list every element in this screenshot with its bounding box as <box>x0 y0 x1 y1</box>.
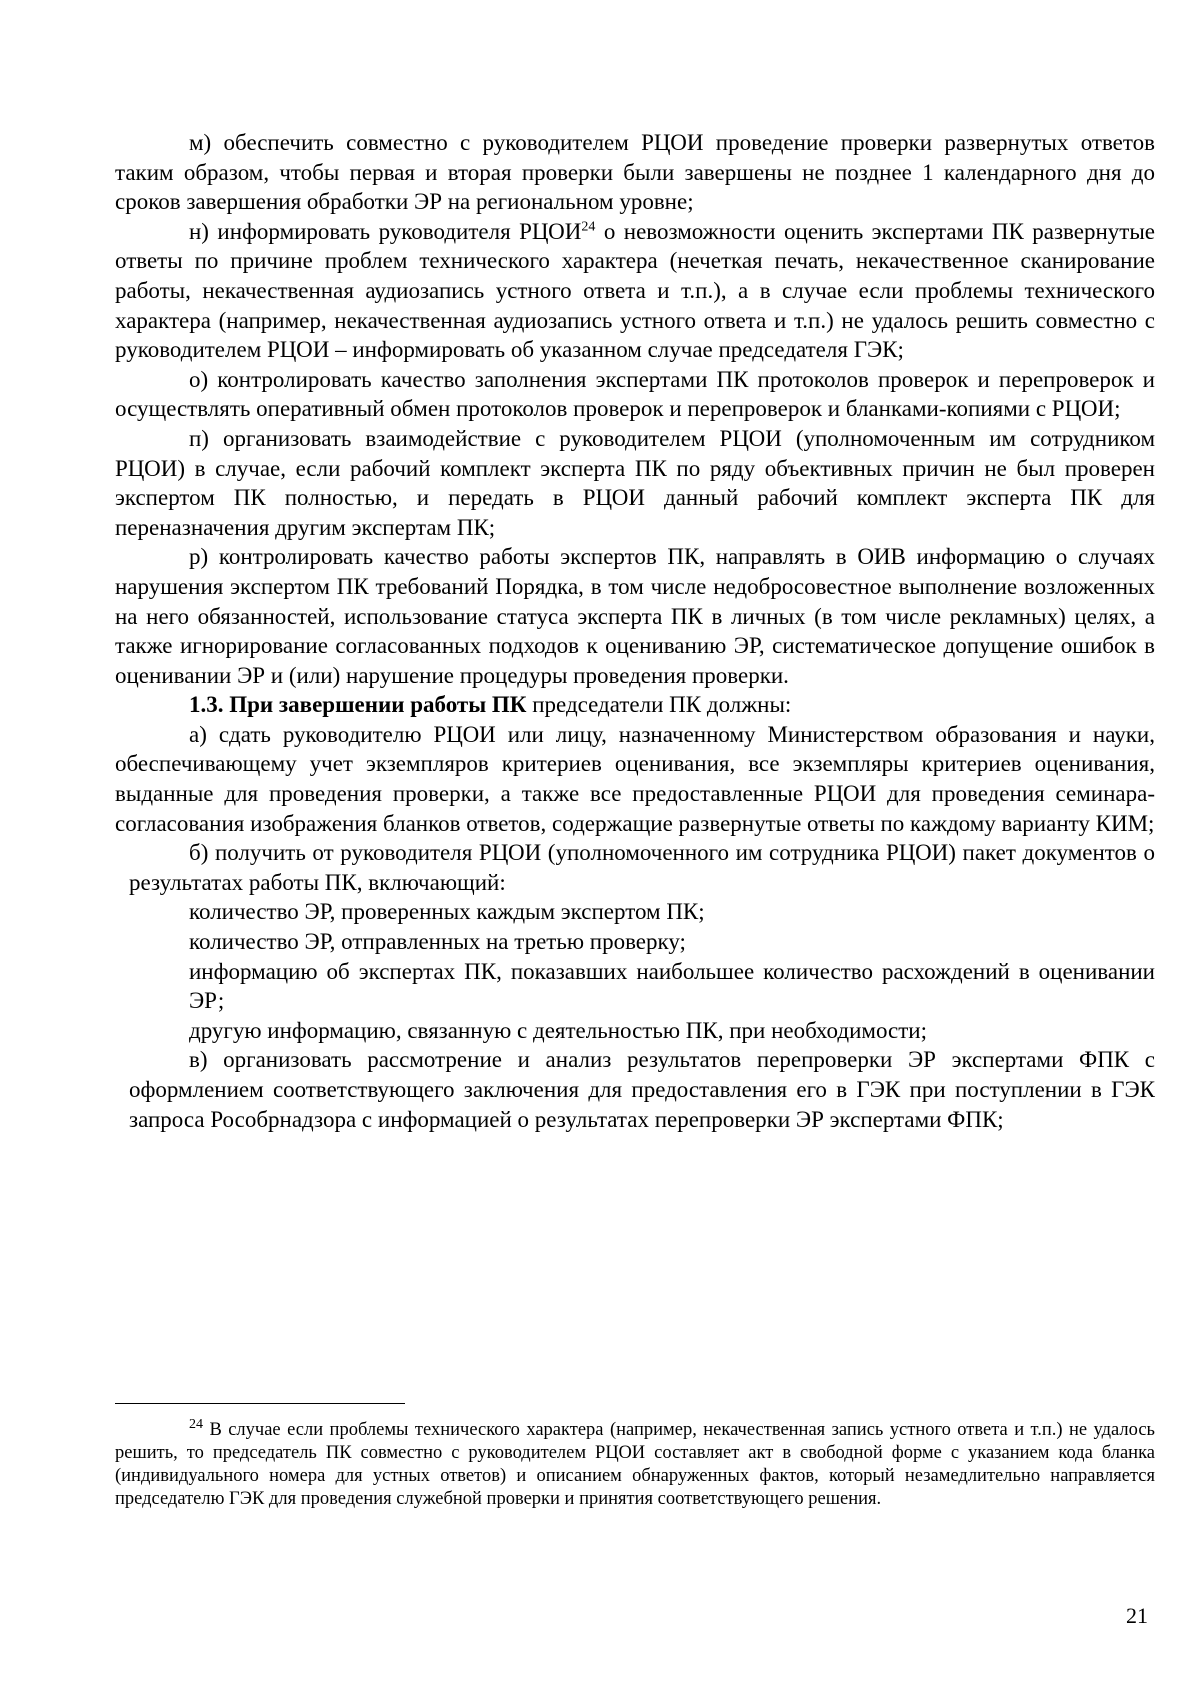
footnote-text: В случае если проблемы технического характера (например, некачественная запись устного ответа и т.п.) не удалось решить, то председатель ПК совместно с руководителем РЦОИ составляет акт в свободной форме с указанием кода бланка (индивидуального номера для устных ответов) и описанием обнаруженных фактов, который незамедлительно направляется председателю ГЭК для проведения служебной проверки и принятия соответствующего решения. <box>115 1420 1155 1509</box>
list-item: информацию об экспертах ПК, показавших наибольшее количество расхождений в оценивании ЭР; <box>189 958 1155 1014</box>
paragraph-b: б) получить от руководителя РЦОИ (уполномоченного им сотрудника РЦОИ) пакет документов о результатах работы ПК, включающий: <box>129 840 1155 895</box>
section-heading-bold: 1.3. При завершении работы ПК <box>189 692 527 718</box>
paragraph-n-start: н) информировать руководителя РЦОИ <box>189 218 582 244</box>
paragraph-m: м) обеспечить совместно с руководителем РЦОИ проведение проверки развернутых ответов таким образом, чтобы первая и вторая проверки были завершены не позднее 1 календарного дня до сроков завершения обработки ЭР на региональном уровне; <box>115 130 1155 215</box>
list-item: другую информацию, связанную с деятельностью ПК, при необходимости; <box>189 1017 927 1043</box>
footnote-reference[interactable]: 24 <box>581 219 596 235</box>
paragraph-r: р) контролировать качество работы экспертов ПК, направлять в ОИВ информацию о случаях нарушения экспертом ПК требований Порядка, в том числе недобросовестное выполнение возложенных на него обязанностей, использование статуса эксперта ПК в личных (в том числе рекламных) целях, а также игнорирование согласованных подходов к оцениванию ЭР, систематическое допущение ошибок в оценивании ЭР и (или) нарушение процедуры проведения проверки. <box>115 544 1155 688</box>
page-number: 21 <box>1126 1603 1148 1628</box>
section-heading-1-3 <box>115 690 1155 720</box>
paragraph-p: п) организовать взаимодействие с руководителем РЦОИ (уполномоченным им сотрудником РЦОИ) в случае, если рабочий комплект эксперта ПК по ряду объективных причин не был проверен экспертом ПК полностью, и передать в РЦОИ данный рабочий комплект эксперта ПК для переназначения другим экспертам ПК; <box>115 425 1155 540</box>
list-item: количество ЭР, отправленных на третью проверку; <box>189 929 686 955</box>
footnote <box>115 1416 1155 1511</box>
footnote-divider <box>115 1403 405 1404</box>
paragraph-n-end: о невозможности оценить экспертами ПК развернутые ответы по причине проблем технического характера (нечеткая печать, некачественное сканирование работы, некачественная аудиозапись устного ответа и т.п.), а в случае если проблемы технического характера (например, некачественная аудиозапись устного ответа и т.п.) не удалось решить совместно с руководителем РЦОИ – информировать об указанном случае председателя ГЭК; <box>115 218 1155 363</box>
footnote-mark: 24 <box>189 1416 203 1432</box>
paragraph-v: в) организовать рассмотрение и анализ результатов перепроверки ЭР экспертами ФПК с оформлением соответствующего заключения для предоставления его в ГЭК при поступлении в ГЭК запроса Рособрнадзора с информацией о результатах перепроверки ЭР экспертами ФПК; <box>129 1047 1155 1132</box>
paragraph-n <box>115 217 1155 365</box>
section-heading-rest: председатели ПК должны: <box>526 692 792 718</box>
body-text <box>115 128 1155 1134</box>
paragraph-o: о) контролировать качество заполнения экспертами ПК протоколов проверок и перепроверок и осуществлять оперативный обмен протоколов проверок и перепроверок и бланками-копиями с РЦОИ; <box>115 366 1155 422</box>
list-item: количество ЭР, проверенных каждым экспертом ПК; <box>189 899 705 925</box>
paragraph-a: а) сдать руководителю РЦОИ или лицу, назначенному Министерством образования и науки, обеспечивающему учет экземпляров критериев оценивания, все экземпляры критериев оценивания, выданные для проведения проверки, а также все предоставленные РЦОИ для проведения семинара- согласования изображения бланков ответов, содержащие развернутые ответы по каждому варианту КИМ; <box>115 721 1155 836</box>
